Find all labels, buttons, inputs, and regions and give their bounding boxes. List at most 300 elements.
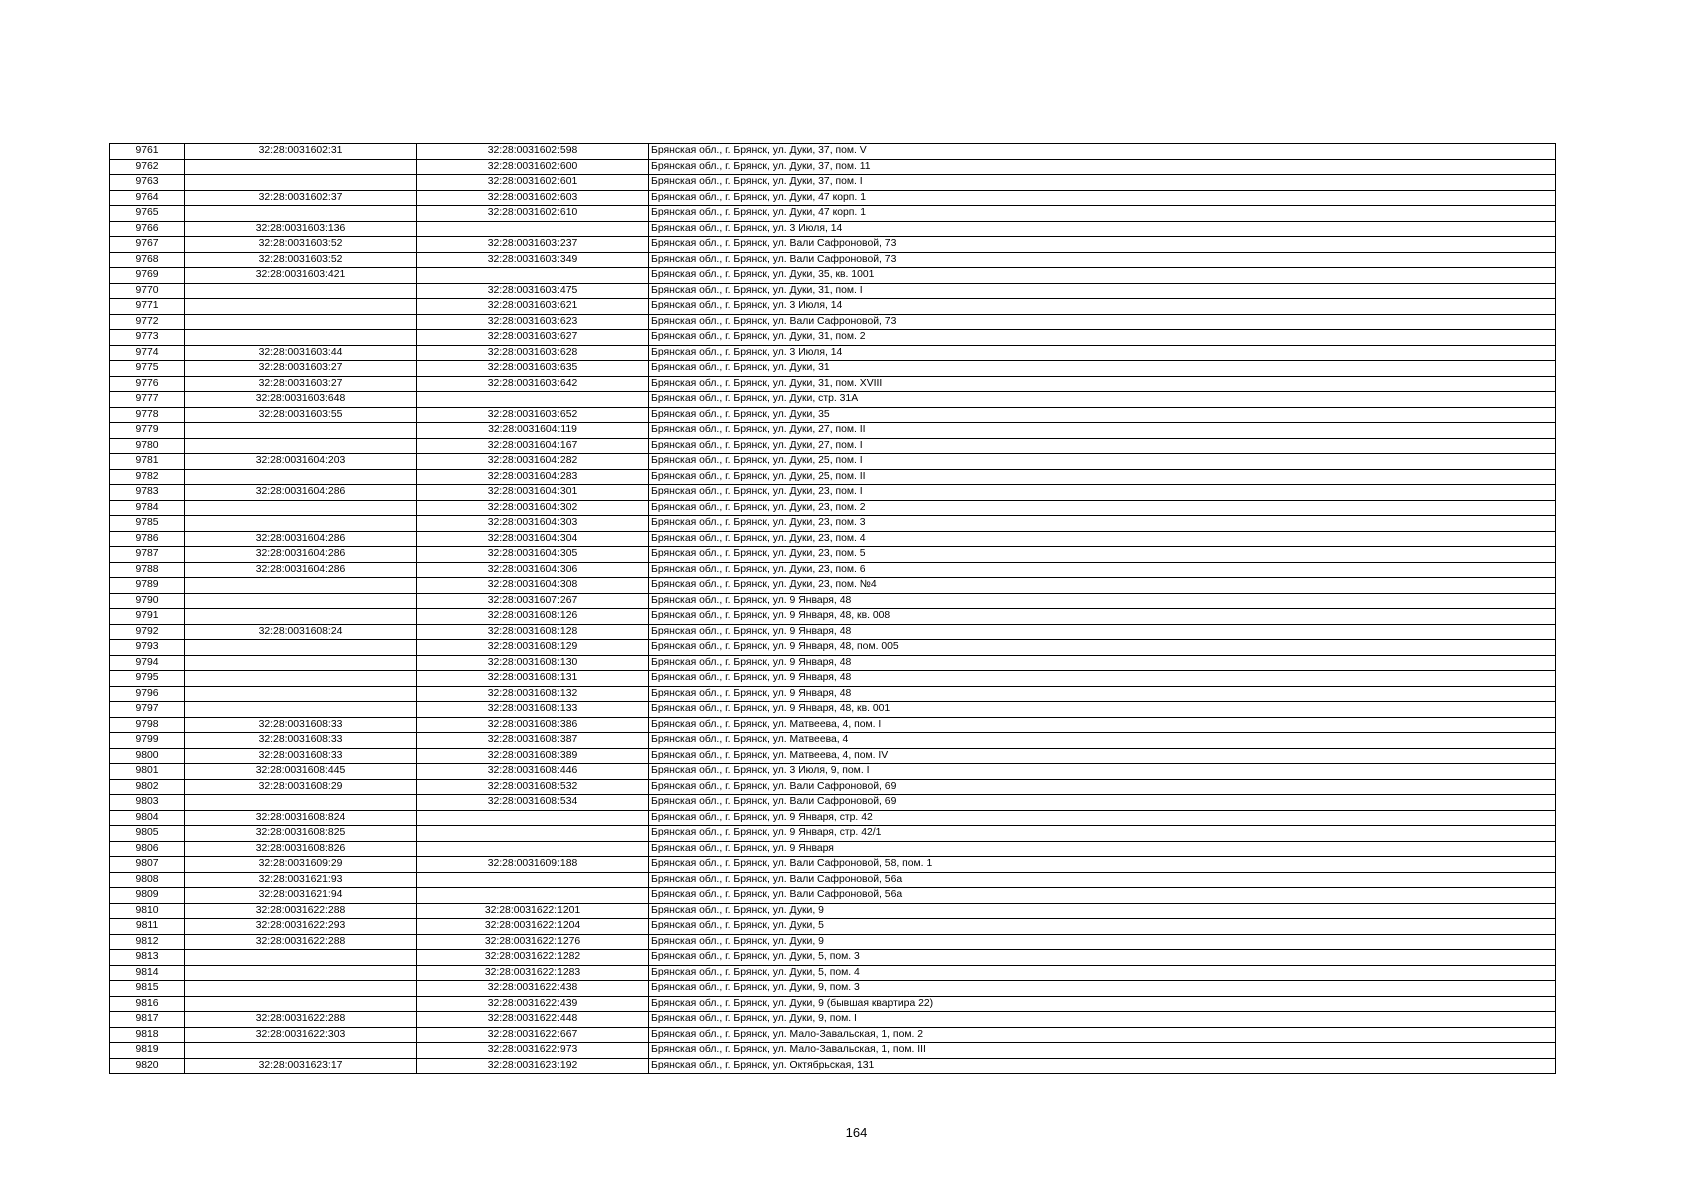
cadastral-number-cell: 32:28:0031603:237 bbox=[417, 237, 649, 253]
address-cell: Брянская обл., г. Брянск, ул. Дуки, 31, пом. I bbox=[649, 283, 1556, 299]
cadastral-number-cell: 32:28:0031604:306 bbox=[417, 562, 649, 578]
cadastral-number-cell: 32:28:0031603:623 bbox=[417, 314, 649, 330]
address-cell: Брянская обл., г. Брянск, ул. Дуки, стр. 31А bbox=[649, 392, 1556, 408]
address-cell: Брянская обл., г. Брянск, ул. Дуки, 23, пом. 5 bbox=[649, 547, 1556, 563]
cadastral-number-cell: 32:28:0031608:386 bbox=[417, 717, 649, 733]
parent-cadastral-number-cell: 32:28:0031621:93 bbox=[185, 872, 417, 888]
address-cell: Брянская обл., г. Брянск, ул. Дуки, 27, пом. II bbox=[649, 423, 1556, 439]
row-number-cell: 9782 bbox=[110, 469, 185, 485]
cadastral-number-cell: 32:28:0031623:192 bbox=[417, 1058, 649, 1074]
cadastral-number-cell: 32:28:0031603:642 bbox=[417, 376, 649, 392]
cadastral-number-cell: 32:28:0031622:439 bbox=[417, 996, 649, 1012]
table-row bbox=[110, 841, 1556, 857]
parent-cadastral-number-cell: 32:28:0031603:55 bbox=[185, 407, 417, 423]
parent-cadastral-number-cell bbox=[185, 795, 417, 811]
parent-cadastral-number-cell bbox=[185, 593, 417, 609]
row-number-cell: 9783 bbox=[110, 485, 185, 501]
row-number-cell: 9787 bbox=[110, 547, 185, 563]
parent-cadastral-number-cell bbox=[185, 655, 417, 671]
table-row bbox=[110, 438, 1556, 454]
address-cell: Брянская обл., г. Брянск, ул. Дуки, 5 bbox=[649, 919, 1556, 935]
table-row bbox=[110, 392, 1556, 408]
address-cell: Брянская обл., г. Брянск, ул. Дуки, 23, пом. I bbox=[649, 485, 1556, 501]
address-cell: Брянская обл., г. Брянск, ул. Матвеева, 4, пом. IV bbox=[649, 748, 1556, 764]
table-row bbox=[110, 919, 1556, 935]
table-row bbox=[110, 810, 1556, 826]
row-number-cell: 9779 bbox=[110, 423, 185, 439]
address-cell: Брянская обл., г. Брянск, ул. Дуки, 5, пом. 3 bbox=[649, 950, 1556, 966]
parent-cadastral-number-cell: 32:28:0031603:136 bbox=[185, 221, 417, 237]
row-number-cell: 9800 bbox=[110, 748, 185, 764]
row-number-cell: 9798 bbox=[110, 717, 185, 733]
table-row bbox=[110, 733, 1556, 749]
table-row bbox=[110, 547, 1556, 563]
row-number-cell: 9802 bbox=[110, 779, 185, 795]
parent-cadastral-number-cell: 32:28:0031608:445 bbox=[185, 764, 417, 780]
cadastral-number-cell bbox=[417, 841, 649, 857]
table-row bbox=[110, 299, 1556, 315]
row-number-cell: 9778 bbox=[110, 407, 185, 423]
row-number-cell: 9815 bbox=[110, 981, 185, 997]
row-number-cell: 9818 bbox=[110, 1027, 185, 1043]
parent-cadastral-number-cell: 32:28:0031608:825 bbox=[185, 826, 417, 842]
address-cell: Брянская обл., г. Брянск, ул. Дуки, 31 bbox=[649, 361, 1556, 377]
cadastral-number-cell: 32:28:0031622:1204 bbox=[417, 919, 649, 935]
row-number-cell: 9791 bbox=[110, 609, 185, 625]
table-row bbox=[110, 268, 1556, 284]
parent-cadastral-number-cell: 32:28:0031609:29 bbox=[185, 857, 417, 873]
address-cell: Брянская обл., г. Брянск, ул. 9 Января, 48 bbox=[649, 655, 1556, 671]
address-cell: Брянская обл., г. Брянск, ул. Вали Сафроновой, 56а bbox=[649, 888, 1556, 904]
table-row bbox=[110, 578, 1556, 594]
table-row bbox=[110, 252, 1556, 268]
cadastral-number-cell: 32:28:0031608:534 bbox=[417, 795, 649, 811]
cadastral-number-cell: 32:28:0031608:129 bbox=[417, 640, 649, 656]
table-row bbox=[110, 423, 1556, 439]
table-row bbox=[110, 779, 1556, 795]
table-body bbox=[110, 144, 1556, 1074]
table-row bbox=[110, 283, 1556, 299]
row-number-cell: 9796 bbox=[110, 686, 185, 702]
parent-cadastral-number-cell: 32:28:0031603:44 bbox=[185, 345, 417, 361]
cadastral-number-cell bbox=[417, 392, 649, 408]
cadastral-number-cell: 32:28:0031608:446 bbox=[417, 764, 649, 780]
table-row bbox=[110, 934, 1556, 950]
row-number-cell: 9784 bbox=[110, 500, 185, 516]
address-cell: Брянская обл., г. Брянск, ул. Дуки, 47 корп. 1 bbox=[649, 206, 1556, 222]
table-row bbox=[110, 624, 1556, 640]
address-cell: Брянская обл., г. Брянск, ул. 9 Января, 48, кв. 008 bbox=[649, 609, 1556, 625]
address-cell: Брянская обл., г. Брянск, ул. Дуки, 37, пом. V bbox=[649, 144, 1556, 160]
parent-cadastral-number-cell bbox=[185, 640, 417, 656]
parent-cadastral-number-cell: 32:28:0031603:52 bbox=[185, 252, 417, 268]
cadastral-number-cell: 32:28:0031602:603 bbox=[417, 190, 649, 206]
row-number-cell: 9816 bbox=[110, 996, 185, 1012]
row-number-cell: 9797 bbox=[110, 702, 185, 718]
parent-cadastral-number-cell: 32:28:0031604:286 bbox=[185, 547, 417, 563]
parent-cadastral-number-cell: 32:28:0031602:37 bbox=[185, 190, 417, 206]
parent-cadastral-number-cell bbox=[185, 206, 417, 222]
parent-cadastral-number-cell: 32:28:0031603:421 bbox=[185, 268, 417, 284]
row-number-cell: 9804 bbox=[110, 810, 185, 826]
table-row bbox=[110, 996, 1556, 1012]
parent-cadastral-number-cell bbox=[185, 578, 417, 594]
parent-cadastral-number-cell bbox=[185, 702, 417, 718]
table-row bbox=[110, 562, 1556, 578]
table-row bbox=[110, 655, 1556, 671]
row-number-cell: 9805 bbox=[110, 826, 185, 842]
table-row bbox=[110, 221, 1556, 237]
address-cell: Брянская обл., г. Брянск, ул. 3 Июля, 14 bbox=[649, 299, 1556, 315]
table-row bbox=[110, 764, 1556, 780]
cadastral-number-cell: 32:28:0031603:475 bbox=[417, 283, 649, 299]
cadastral-number-cell: 32:28:0031604:167 bbox=[417, 438, 649, 454]
table-row bbox=[110, 454, 1556, 470]
address-cell: Брянская обл., г. Брянск, ул. Вали Сафроновой, 73 bbox=[649, 314, 1556, 330]
address-cell: Брянская обл., г. Брянск, ул. Дуки, 37, пом. 11 bbox=[649, 159, 1556, 175]
cadastral-number-cell: 32:28:0031604:305 bbox=[417, 547, 649, 563]
address-cell: Брянская обл., г. Брянск, ул. 3 Июля, 14 bbox=[649, 345, 1556, 361]
table-row bbox=[110, 237, 1556, 253]
parent-cadastral-number-cell: 32:28:0031608:33 bbox=[185, 748, 417, 764]
table-row bbox=[110, 361, 1556, 377]
address-cell: Брянская обл., г. Брянск, ул. Дуки, 9, пом. 3 bbox=[649, 981, 1556, 997]
cadastral-number-cell: 32:28:0031608:387 bbox=[417, 733, 649, 749]
address-cell: Брянская обл., г. Брянск, ул. Вали Сафроновой, 69 bbox=[649, 779, 1556, 795]
table-row bbox=[110, 190, 1556, 206]
row-number-cell: 9768 bbox=[110, 252, 185, 268]
row-number-cell: 9794 bbox=[110, 655, 185, 671]
address-cell: Брянская обл., г. Брянск, ул. Мало-Завальская, 1, пом. 2 bbox=[649, 1027, 1556, 1043]
parent-cadastral-number-cell bbox=[185, 423, 417, 439]
parent-cadastral-number-cell bbox=[185, 981, 417, 997]
parent-cadastral-number-cell: 32:28:0031603:27 bbox=[185, 376, 417, 392]
row-number-cell: 9766 bbox=[110, 221, 185, 237]
parent-cadastral-number-cell bbox=[185, 950, 417, 966]
parent-cadastral-number-cell: 32:28:0031604:286 bbox=[185, 531, 417, 547]
address-cell: Брянская обл., г. Брянск, ул. 9 Января, 48, пом. 005 bbox=[649, 640, 1556, 656]
cadastral-number-cell: 32:28:0031622:448 bbox=[417, 1012, 649, 1028]
cadastral-number-cell: 32:28:0031604:308 bbox=[417, 578, 649, 594]
address-cell: Брянская обл., г. Брянск, ул. Дуки, 37, пом. I bbox=[649, 175, 1556, 191]
address-cell: Брянская обл., г. Брянск, ул. 9 Января, 48 bbox=[649, 593, 1556, 609]
address-cell: Брянская обл., г. Брянск, ул. Матвеева, 4, пом. I bbox=[649, 717, 1556, 733]
address-cell: Брянская обл., г. Брянск, ул. Дуки, 5, пом. 4 bbox=[649, 965, 1556, 981]
parent-cadastral-number-cell bbox=[185, 159, 417, 175]
parent-cadastral-number-cell: 32:28:0031603:27 bbox=[185, 361, 417, 377]
address-cell: Брянская обл., г. Брянск, ул. 3 Июля, 9, пом. I bbox=[649, 764, 1556, 780]
row-number-cell: 9772 bbox=[110, 314, 185, 330]
address-cell: Брянская обл., г. Брянск, ул. 9 Января, стр. 42/1 bbox=[649, 826, 1556, 842]
address-cell: Брянская обл., г. Брянск, ул. 9 Января, 48, кв. 001 bbox=[649, 702, 1556, 718]
address-cell: Брянская обл., г. Брянск, ул. Дуки, 47 корп. 1 bbox=[649, 190, 1556, 206]
cadastral-number-cell bbox=[417, 826, 649, 842]
row-number-cell: 9808 bbox=[110, 872, 185, 888]
cadastral-number-cell: 32:28:0031603:627 bbox=[417, 330, 649, 346]
parent-cadastral-number-cell: 32:28:0031623:17 bbox=[185, 1058, 417, 1074]
parent-cadastral-number-cell: 32:28:0031604:286 bbox=[185, 485, 417, 501]
parent-cadastral-number-cell: 32:28:0031608:33 bbox=[185, 733, 417, 749]
cadastral-table bbox=[109, 143, 1556, 1074]
cadastral-number-cell: 32:28:0031609:188 bbox=[417, 857, 649, 873]
table-row bbox=[110, 857, 1556, 873]
table-row bbox=[110, 206, 1556, 222]
address-cell: Брянская обл., г. Брянск, ул. Дуки, 9, пом. I bbox=[649, 1012, 1556, 1028]
table-row bbox=[110, 500, 1556, 516]
table-row bbox=[110, 717, 1556, 733]
table-row bbox=[110, 376, 1556, 392]
table-row bbox=[110, 516, 1556, 532]
cadastral-number-cell: 32:28:0031608:532 bbox=[417, 779, 649, 795]
row-number-cell: 9813 bbox=[110, 950, 185, 966]
address-cell: Брянская обл., г. Брянск, ул. Дуки, 9 bbox=[649, 934, 1556, 950]
cadastral-number-cell: 32:28:0031622:667 bbox=[417, 1027, 649, 1043]
table-row bbox=[110, 593, 1556, 609]
cadastral-number-cell: 32:28:0031602:598 bbox=[417, 144, 649, 160]
parent-cadastral-number-cell: 32:28:0031603:648 bbox=[185, 392, 417, 408]
parent-cadastral-number-cell bbox=[185, 299, 417, 315]
address-cell: Брянская обл., г. Брянск, ул. Дуки, 35, кв. 1001 bbox=[649, 268, 1556, 284]
address-cell: Брянская обл., г. Брянск, ул. Дуки, 35 bbox=[649, 407, 1556, 423]
table-row bbox=[110, 826, 1556, 842]
parent-cadastral-number-cell: 32:28:0031622:288 bbox=[185, 934, 417, 950]
table-row bbox=[110, 469, 1556, 485]
address-cell: Брянская обл., г. Брянск, ул. Дуки, 23, пом. 4 bbox=[649, 531, 1556, 547]
table-row bbox=[110, 795, 1556, 811]
address-cell: Брянская обл., г. Брянск, ул. Дуки, 23, пом. 3 bbox=[649, 516, 1556, 532]
address-cell: Брянская обл., г. Брянск, ул. 9 Января bbox=[649, 841, 1556, 857]
cadastral-number-cell: 32:28:0031603:628 bbox=[417, 345, 649, 361]
table-row bbox=[110, 686, 1556, 702]
address-cell: Брянская обл., г. Брянск, ул. Вали Сафроновой, 69 bbox=[649, 795, 1556, 811]
cadastral-number-cell: 32:28:0031608:131 bbox=[417, 671, 649, 687]
cadastral-number-cell: 32:28:0031608:128 bbox=[417, 624, 649, 640]
table-row bbox=[110, 640, 1556, 656]
cadastral-number-cell bbox=[417, 268, 649, 284]
row-number-cell: 9788 bbox=[110, 562, 185, 578]
parent-cadastral-number-cell bbox=[185, 314, 417, 330]
address-cell: Брянская обл., г. Брянск, ул. Мало-Завальская, 1, пом. III bbox=[649, 1043, 1556, 1059]
cadastral-number-cell: 32:28:0031608:132 bbox=[417, 686, 649, 702]
cadastral-number-cell: 32:28:0031622:1276 bbox=[417, 934, 649, 950]
address-cell: Брянская обл., г. Брянск, ул. Октябрьская, 131 bbox=[649, 1058, 1556, 1074]
row-number-cell: 9781 bbox=[110, 454, 185, 470]
table-row bbox=[110, 144, 1556, 160]
row-number-cell: 9819 bbox=[110, 1043, 185, 1059]
cadastral-number-cell: 32:28:0031622:1201 bbox=[417, 903, 649, 919]
table-row bbox=[110, 872, 1556, 888]
table-row bbox=[110, 903, 1556, 919]
address-cell: Брянская обл., г. Брянск, ул. 9 Января, 48 bbox=[649, 686, 1556, 702]
table-row bbox=[110, 1012, 1556, 1028]
parent-cadastral-number-cell bbox=[185, 283, 417, 299]
cadastral-number-cell: 32:28:0031604:302 bbox=[417, 500, 649, 516]
cadastral-number-cell: 32:28:0031604:119 bbox=[417, 423, 649, 439]
cadastral-number-cell: 32:28:0031604:301 bbox=[417, 485, 649, 501]
address-cell: Брянская обл., г. Брянск, ул. Дуки, 9 bbox=[649, 903, 1556, 919]
parent-cadastral-number-cell: 32:28:0031621:94 bbox=[185, 888, 417, 904]
row-number-cell: 9801 bbox=[110, 764, 185, 780]
table-row bbox=[110, 888, 1556, 904]
row-number-cell: 9809 bbox=[110, 888, 185, 904]
row-number-cell: 9811 bbox=[110, 919, 185, 935]
address-cell: Брянская обл., г. Брянск, ул. Вали Сафроновой, 73 bbox=[649, 237, 1556, 253]
parent-cadastral-number-cell bbox=[185, 1043, 417, 1059]
parent-cadastral-number-cell bbox=[185, 996, 417, 1012]
cadastral-number-cell: 32:28:0031622:1282 bbox=[417, 950, 649, 966]
row-number-cell: 9789 bbox=[110, 578, 185, 594]
table-row bbox=[110, 965, 1556, 981]
table-row bbox=[110, 981, 1556, 997]
parent-cadastral-number-cell bbox=[185, 330, 417, 346]
row-number-cell: 9771 bbox=[110, 299, 185, 315]
row-number-cell: 9777 bbox=[110, 392, 185, 408]
row-number-cell: 9762 bbox=[110, 159, 185, 175]
address-cell: Брянская обл., г. Брянск, ул. Матвеева, 4 bbox=[649, 733, 1556, 749]
address-cell: Брянская обл., г. Брянск, ул. Вали Сафроновой, 73 bbox=[649, 252, 1556, 268]
row-number-cell: 9817 bbox=[110, 1012, 185, 1028]
address-cell: Брянская обл., г. Брянск, ул. 3 Июля, 14 bbox=[649, 221, 1556, 237]
address-cell: Брянская обл., г. Брянск, ул. Дуки, 23, пом. №4 bbox=[649, 578, 1556, 594]
cadastral-number-cell: 32:28:0031608:389 bbox=[417, 748, 649, 764]
cadastral-number-cell: 32:28:0031602:600 bbox=[417, 159, 649, 175]
table-row bbox=[110, 345, 1556, 361]
cadastral-number-cell bbox=[417, 888, 649, 904]
row-number-cell: 9814 bbox=[110, 965, 185, 981]
parent-cadastral-number-cell bbox=[185, 965, 417, 981]
cadastral-number-cell: 32:28:0031608:133 bbox=[417, 702, 649, 718]
row-number-cell: 9786 bbox=[110, 531, 185, 547]
parent-cadastral-number-cell: 32:28:0031608:24 bbox=[185, 624, 417, 640]
table-row bbox=[110, 950, 1556, 966]
cadastral-number-cell: 32:28:0031603:652 bbox=[417, 407, 649, 423]
row-number-cell: 9810 bbox=[110, 903, 185, 919]
table-row bbox=[110, 609, 1556, 625]
row-number-cell: 9763 bbox=[110, 175, 185, 191]
parent-cadastral-number-cell: 32:28:0031602:31 bbox=[185, 144, 417, 160]
parent-cadastral-number-cell: 32:28:0031608:33 bbox=[185, 717, 417, 733]
row-number-cell: 9767 bbox=[110, 237, 185, 253]
table-row bbox=[110, 671, 1556, 687]
parent-cadastral-number-cell: 32:28:0031604:203 bbox=[185, 454, 417, 470]
address-cell: Брянская обл., г. Брянск, ул. Дуки, 25, пом. II bbox=[649, 469, 1556, 485]
row-number-cell: 9820 bbox=[110, 1058, 185, 1074]
table-row bbox=[110, 1043, 1556, 1059]
row-number-cell: 9807 bbox=[110, 857, 185, 873]
parent-cadastral-number-cell: 32:28:0031603:52 bbox=[185, 237, 417, 253]
parent-cadastral-number-cell bbox=[185, 500, 417, 516]
table-row bbox=[110, 748, 1556, 764]
table-row bbox=[110, 1027, 1556, 1043]
table-row bbox=[110, 175, 1556, 191]
page-number: 164 bbox=[845, 1125, 868, 1140]
cadastral-number-cell: 32:28:0031603:349 bbox=[417, 252, 649, 268]
address-cell: Брянская обл., г. Брянск, ул. Дуки, 9 (бывшая квартира 22) bbox=[649, 996, 1556, 1012]
address-cell: Брянская обл., г. Брянск, ул. Дуки, 31, пом. 2 bbox=[649, 330, 1556, 346]
cadastral-number-cell: 32:28:0031602:610 bbox=[417, 206, 649, 222]
row-number-cell: 9770 bbox=[110, 283, 185, 299]
cadastral-number-cell: 32:28:0031604:283 bbox=[417, 469, 649, 485]
cadastral-number-cell: 32:28:0031604:282 bbox=[417, 454, 649, 470]
address-cell: Брянская обл., г. Брянск, ул. 9 Января, 48 bbox=[649, 624, 1556, 640]
row-number-cell: 9773 bbox=[110, 330, 185, 346]
table-row bbox=[110, 330, 1556, 346]
cadastral-number-cell: 32:28:0031608:130 bbox=[417, 655, 649, 671]
address-cell: Брянская обл., г. Брянск, ул. Вали Сафроновой, 56а bbox=[649, 872, 1556, 888]
row-number-cell: 9793 bbox=[110, 640, 185, 656]
cadastral-number-cell: 32:28:0031622:438 bbox=[417, 981, 649, 997]
parent-cadastral-number-cell: 32:28:0031622:288 bbox=[185, 903, 417, 919]
row-number-cell: 9799 bbox=[110, 733, 185, 749]
cadastral-number-cell bbox=[417, 872, 649, 888]
address-cell: Брянская обл., г. Брянск, ул. 9 Января, стр. 42 bbox=[649, 810, 1556, 826]
parent-cadastral-number-cell bbox=[185, 609, 417, 625]
parent-cadastral-number-cell bbox=[185, 438, 417, 454]
parent-cadastral-number-cell bbox=[185, 175, 417, 191]
parent-cadastral-number-cell: 32:28:0031604:286 bbox=[185, 562, 417, 578]
address-cell: Брянская обл., г. Брянск, ул. Дуки, 23, пом. 2 bbox=[649, 500, 1556, 516]
address-cell: Брянская обл., г. Брянск, ул. 9 Января, 48 bbox=[649, 671, 1556, 687]
parent-cadastral-number-cell: 32:28:0031622:303 bbox=[185, 1027, 417, 1043]
parent-cadastral-number-cell: 32:28:0031622:293 bbox=[185, 919, 417, 935]
parent-cadastral-number-cell: 32:28:0031608:29 bbox=[185, 779, 417, 795]
address-cell: Брянская обл., г. Брянск, ул. Дуки, 31, пом. XVIII bbox=[649, 376, 1556, 392]
table-row bbox=[110, 1058, 1556, 1074]
table-row bbox=[110, 159, 1556, 175]
cadastral-number-cell bbox=[417, 221, 649, 237]
cadastral-number-cell: 32:28:0031604:304 bbox=[417, 531, 649, 547]
table-row bbox=[110, 702, 1556, 718]
cadastral-number-cell: 32:28:0031603:621 bbox=[417, 299, 649, 315]
row-number-cell: 9806 bbox=[110, 841, 185, 857]
parent-cadastral-number-cell: 32:28:0031608:826 bbox=[185, 841, 417, 857]
parent-cadastral-number-cell: 32:28:0031608:824 bbox=[185, 810, 417, 826]
row-number-cell: 9803 bbox=[110, 795, 185, 811]
table-row bbox=[110, 485, 1556, 501]
row-number-cell: 9795 bbox=[110, 671, 185, 687]
row-number-cell: 9764 bbox=[110, 190, 185, 206]
parent-cadastral-number-cell bbox=[185, 686, 417, 702]
row-number-cell: 9792 bbox=[110, 624, 185, 640]
cadastral-number-cell: 32:28:0031603:635 bbox=[417, 361, 649, 377]
cadastral-number-cell: 32:28:0031607:267 bbox=[417, 593, 649, 609]
address-cell: Брянская обл., г. Брянск, ул. Дуки, 23, пом. 6 bbox=[649, 562, 1556, 578]
row-number-cell: 9790 bbox=[110, 593, 185, 609]
parent-cadastral-number-cell: 32:28:0031622:288 bbox=[185, 1012, 417, 1028]
row-number-cell: 9765 bbox=[110, 206, 185, 222]
row-number-cell: 9776 bbox=[110, 376, 185, 392]
cadastral-number-cell: 32:28:0031608:126 bbox=[417, 609, 649, 625]
cadastral-number-cell: 32:28:0031622:973 bbox=[417, 1043, 649, 1059]
cadastral-number-cell: 32:28:0031622:1283 bbox=[417, 965, 649, 981]
address-cell: Брянская обл., г. Брянск, ул. Вали Сафроновой, 58, пом. 1 bbox=[649, 857, 1556, 873]
address-cell: Брянская обл., г. Брянск, ул. Дуки, 25, пом. I bbox=[649, 454, 1556, 470]
row-number-cell: 9761 bbox=[110, 144, 185, 160]
cadastral-number-cell: 32:28:0031602:601 bbox=[417, 175, 649, 191]
cadastral-number-cell: 32:28:0031604:303 bbox=[417, 516, 649, 532]
row-number-cell: 9780 bbox=[110, 438, 185, 454]
row-number-cell: 9769 bbox=[110, 268, 185, 284]
table-row bbox=[110, 531, 1556, 547]
row-number-cell: 9785 bbox=[110, 516, 185, 532]
parent-cadastral-number-cell bbox=[185, 469, 417, 485]
row-number-cell: 9775 bbox=[110, 361, 185, 377]
parent-cadastral-number-cell bbox=[185, 516, 417, 532]
parent-cadastral-number-cell bbox=[185, 671, 417, 687]
address-cell: Брянская обл., г. Брянск, ул. Дуки, 27, пом. I bbox=[649, 438, 1556, 454]
row-number-cell: 9774 bbox=[110, 345, 185, 361]
cadastral-number-cell bbox=[417, 810, 649, 826]
